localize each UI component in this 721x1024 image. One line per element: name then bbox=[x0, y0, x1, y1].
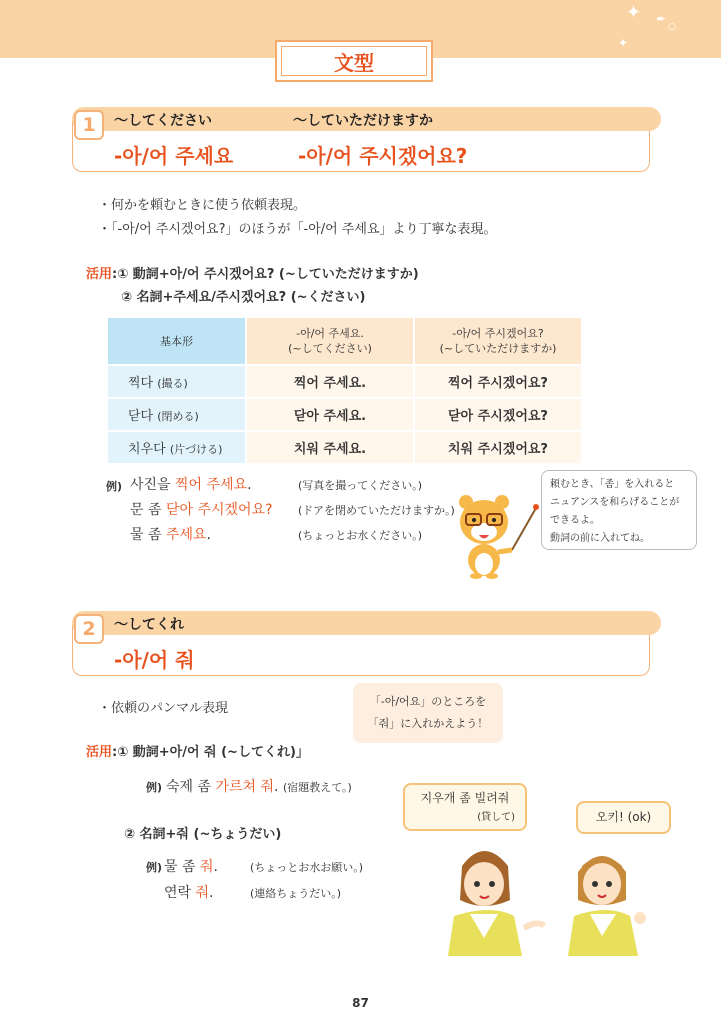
section1-usage bbox=[86, 263, 419, 282]
table-header-form2: -아/어 주시겠어요? (~していただけますか) bbox=[415, 318, 581, 364]
section2-example-1: 숙제 좀 가르쳐 줘. (宿題教えて。) bbox=[166, 779, 352, 795]
table-form2: 닫아 주시겠어요? bbox=[415, 399, 581, 430]
table-base: 닫다 bbox=[128, 409, 154, 424]
table-form1: 치워 주세요. bbox=[247, 432, 413, 463]
section2-example-3: 연락 줘. bbox=[164, 885, 214, 901]
usage-line-1: :① 動詞+아/어 주시겠어요? (~していただけますか) bbox=[112, 267, 419, 282]
usage-line-2: ② 名詞+주세요/주시겠어요? (~ください) bbox=[121, 290, 366, 305]
sparkle-icon: ✦ bbox=[618, 36, 629, 50]
section1-kr-left: -아/어 주세요 bbox=[114, 144, 234, 168]
section2-number: 2 bbox=[74, 614, 104, 644]
table-gloss: (閉める) bbox=[157, 410, 199, 423]
sparkle-icon: ✦ bbox=[626, 2, 642, 23]
table-form2: 치워 주시겠어요? bbox=[415, 432, 581, 463]
example-label: 例) bbox=[146, 861, 163, 874]
students-illustration-icon bbox=[440, 842, 660, 956]
page-number: 87 bbox=[352, 996, 369, 1010]
section1-bullet-1: ・何かを頼むときに使う依頼表現。 bbox=[98, 198, 307, 213]
table-form1: 찍어 주세요. bbox=[247, 366, 413, 397]
section2-example-2-translation: (ちょっとお水お願い。) bbox=[250, 861, 364, 874]
table-base: 찍다 bbox=[128, 376, 154, 391]
section1-bullet-2: ・「-아/어 주시겠어요?」のほうが「-아/어 주세요」より丁寧な表現。 bbox=[98, 222, 497, 237]
tip-bubble-1: 頼むとき、「좀」を入れると ニュアンスを和らげることが できるよ。 動詞の前に入れてね。 bbox=[541, 470, 697, 550]
section2-usage-1: 活用:① 動詞+아/어 줘 (~してくれ)」 bbox=[86, 745, 309, 760]
table-header-form1: -아/어 주세요. (~してください) bbox=[247, 318, 413, 364]
section2-example-2: 물 좀 줘. bbox=[164, 859, 218, 875]
example-label: 例) bbox=[146, 781, 163, 794]
pen-nib-icon: ✒ bbox=[656, 12, 667, 26]
section1-jp-left: ～してください bbox=[114, 113, 212, 129]
example-1-translation: (写真を撮ってください。) bbox=[298, 479, 423, 492]
tip-bubble-2: 「-아/어요」のところを 「줘」に入れかえよう！ bbox=[353, 683, 503, 743]
example-3: 물 좀 주세요. bbox=[130, 527, 211, 543]
tiger-mascot-icon bbox=[452, 488, 544, 580]
table-gloss: (片づける) bbox=[169, 443, 223, 456]
table-row bbox=[108, 366, 581, 397]
section2-jp-head: ～してくれ bbox=[114, 617, 184, 633]
section2-example-3-translation: (連絡ちょうだい。) bbox=[250, 887, 342, 900]
table-form1: 닫아 주세요. bbox=[247, 399, 413, 430]
table-base: 치우다 bbox=[128, 442, 166, 457]
page-title-box bbox=[275, 40, 433, 82]
example-2: 문 좀 닫아 주시겠어요? bbox=[130, 502, 273, 518]
circle-icon: ○ bbox=[668, 22, 676, 32]
section2-bullet: ・依頼のパンマル表現 bbox=[98, 701, 229, 716]
section1-number: 1 bbox=[74, 110, 104, 140]
conjugation-table bbox=[106, 316, 583, 465]
example-2-translation: (ドアを閉めていただけますか。) bbox=[298, 504, 455, 517]
example-1: 사진을 찍어 주세요. bbox=[130, 477, 252, 493]
table-gloss: (撮る) bbox=[157, 377, 188, 390]
table-row bbox=[108, 399, 581, 430]
section2-usage-2: ② 名詞+줘 (~ちょうだい) bbox=[124, 827, 282, 842]
section1-kr-right: -아/어 주시겠어요? bbox=[298, 144, 468, 168]
example-3-translation: (ちょっとお水ください。) bbox=[298, 529, 423, 542]
usage-label: 活用 bbox=[86, 267, 113, 282]
example-label: 例) bbox=[106, 480, 123, 493]
speech-bubble-2: 오키! (ok) bbox=[576, 801, 671, 834]
table-header-base: 基本形 bbox=[108, 318, 245, 364]
section2-kr-head: -아/어 줘 bbox=[114, 648, 195, 672]
table-form2: 찍어 주시겠어요? bbox=[415, 366, 581, 397]
table-row bbox=[108, 432, 581, 463]
page-title: 文型 bbox=[334, 50, 374, 75]
speech-bubble-1: 지우개 좀 빌려줘 (貸して) bbox=[403, 783, 527, 831]
section1-jp-right: ～していただけますか bbox=[293, 113, 433, 129]
